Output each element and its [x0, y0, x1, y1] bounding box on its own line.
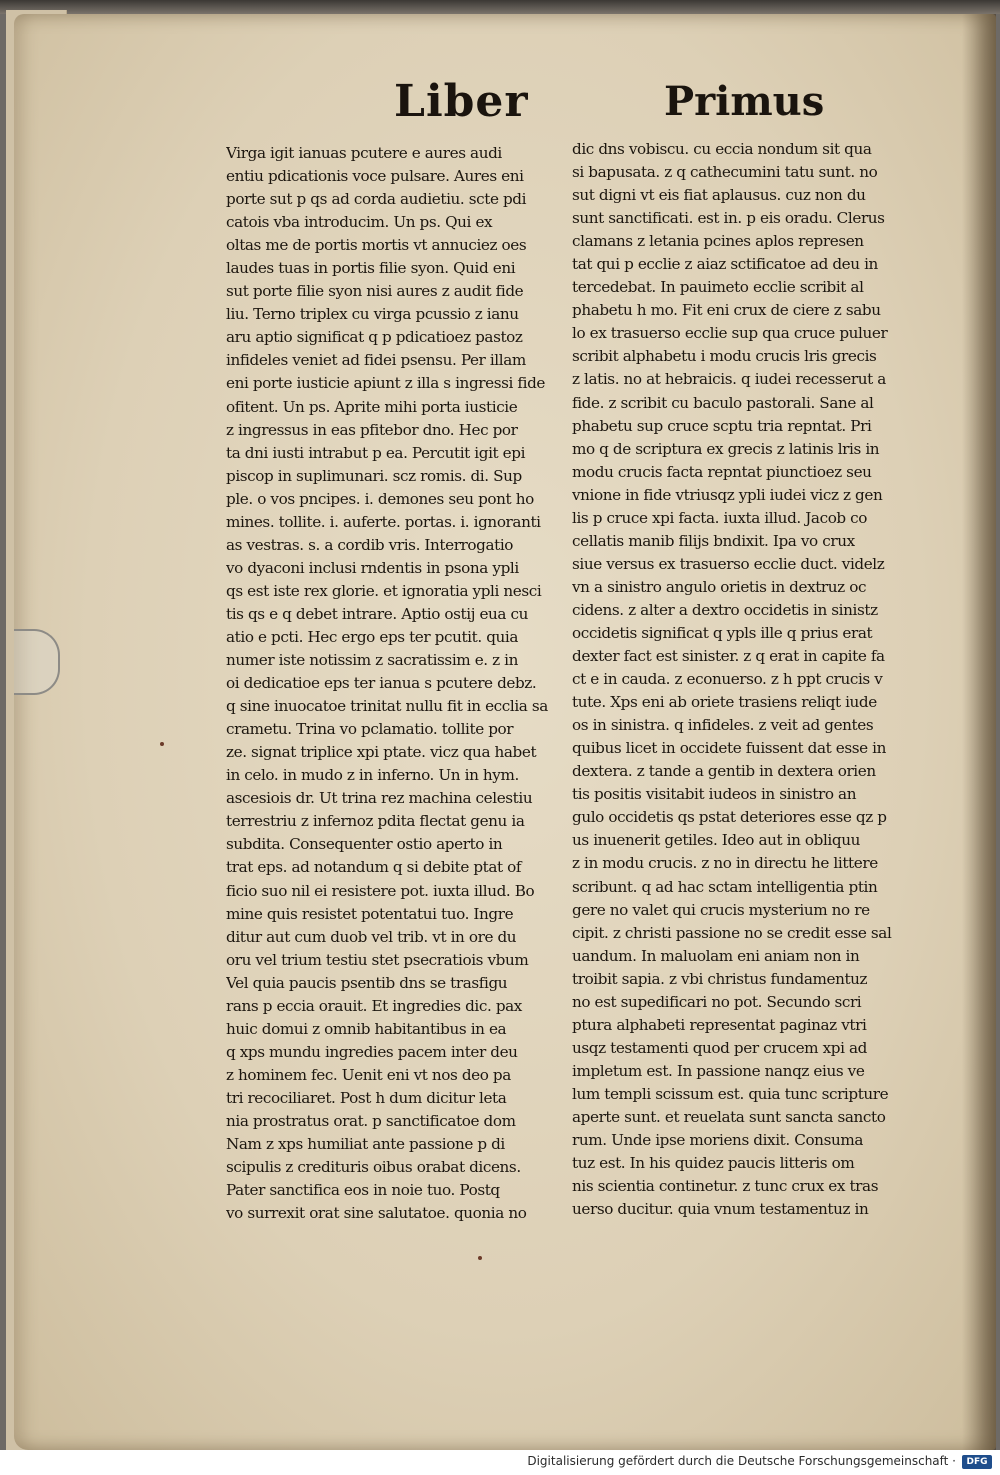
text-line: cellatis manib filijs bndixit. Ipa vo crux: [572, 531, 855, 550]
digitization-footer: [0, 1450, 1000, 1475]
text-line: tat qui p ecclie z aiaz sctificatoe ad deu in: [572, 255, 878, 274]
text-line: tute. Xps eni ab oriete trasiens reliqt iude: [572, 693, 877, 712]
text-line: gulo occidetis qs pstat deteriores esse qz p: [572, 808, 887, 827]
text-line: atio e pcti. Hec ergo eps ter pcutit. quia: [226, 627, 519, 646]
text-line: q xps mundu ingredies pacem inter deu: [226, 1042, 518, 1061]
text-line: lis p cruce xpi facta. iuxta illud. Jacob co: [572, 508, 868, 527]
dfg-logo: DFG: [962, 1455, 992, 1469]
page-clip: [14, 629, 60, 695]
text-line: z hominem fec. Uenit eni vt nos deo pa: [226, 1065, 511, 1084]
text-line: nis scientia continetur. z tunc crux ex tras: [572, 1177, 879, 1196]
text-line: cidens. z alter a dextro occidetis in sinistz: [572, 600, 878, 619]
text-line: oltas me de portis mortis vt annuciez oes: [226, 236, 527, 255]
text-line: sunt sanctificati. est in. p eis oradu. Clerus: [572, 209, 885, 228]
ink-spot: [160, 742, 164, 746]
text-line: eni porte iusticie apiunt z illa s ingressi fide: [226, 374, 545, 393]
text-line: ptura alphabeti representat paginaz vtri: [572, 1015, 867, 1034]
text-line: ple. o vos pncipes. i. demones seu pont ho: [226, 489, 534, 508]
text-line: lum templi scissum est. quia tunc scripture: [572, 1084, 889, 1103]
text-line: tercedebat. In pauimeto ecclie scribit al: [572, 278, 864, 297]
text-line: vo surrexit orat sine salutatoe. quonia no: [226, 1204, 527, 1223]
text-line: Virga igit ianuas pcutere e aures audi: [226, 144, 502, 162]
text-line: modu crucis facta repntat piunctioez seu: [572, 462, 872, 481]
text-line: qs est iste rex glorie. et ignoratia ypli nesci: [226, 581, 542, 600]
text-line: ze. signat triplice xpi ptate. vicz qua habet: [226, 743, 537, 762]
text-line: as vestras. s. a cordib vris. Interrogatio: [226, 535, 514, 554]
text-line: numer iste notissim z sacratissim e. z in: [226, 651, 519, 670]
text-line: troibit sapia. z vbi christus fundamentuz: [572, 969, 868, 988]
text-line: sut digni vt eis fiat aplausus. cuz non du: [572, 186, 866, 205]
text-line: usqz testamenti quod per crucem xpi ad: [572, 1038, 867, 1057]
text-line: Pater sanctifica eos in noie tuo. Postq: [226, 1181, 500, 1200]
text-line: ficio suo nil ei resistere pot. iuxta illud. Bo: [226, 881, 535, 900]
text-line: huic domui z omnib habitantibus in ea: [226, 1019, 507, 1038]
text-line: tis positis visitabit iudeos in sinistro an: [572, 785, 857, 804]
running-head-left: Liber: [394, 76, 529, 127]
text-line: ofitent. Un ps. Aprite mihi porta iusticie: [226, 397, 518, 416]
text-line: phabetu sup cruce scptu tria repntat. Pri: [572, 416, 872, 435]
text-line: vnione in fide vtriusqz ypli iudei vicz z gen: [572, 485, 883, 504]
text-line: trat eps. ad notandum q si debite ptat of: [226, 858, 522, 877]
text-line: tis qs e q debet intrare. Aptio ostij eua cu: [226, 604, 528, 623]
text-line: os in sinistra. q infideles. z veit ad gentes: [572, 716, 874, 735]
text-line: phabetu h mo. Fit eni crux de ciere z sabu: [572, 301, 881, 320]
text-line: scipulis z credituris oibus orabat dicens.: [226, 1158, 521, 1177]
text-line: q sine inuocatoe trinitat nullu fit in ecclia sa: [226, 697, 548, 716]
text-line: z in modu crucis. z no in directu he littere: [572, 854, 878, 873]
text-line: mo q de scriptura ex grecis z latinis lris in: [572, 439, 880, 458]
text-line: dic dns vobiscu. cu eccia nondum sit qua: [572, 140, 872, 158]
text-line: entiu pdicationis voce pulsare. Aures eni: [226, 167, 524, 186]
text-line: no est supedificari no pot. Secundo scri: [572, 992, 862, 1011]
text-line: scribit alphabetu i modu crucis lris grecis: [572, 347, 877, 366]
text-line: Nam z xps humiliat ante passione p di: [226, 1135, 505, 1154]
text-line: siue versus ex trasuerso ecclie duct. videlz: [572, 554, 885, 573]
text-line: quibus licet in occidete fuissent dat esse in: [572, 739, 887, 758]
text-line: nia prostratus orat. p sanctificatoe dom: [226, 1111, 516, 1130]
text-line: lo ex trasuerso ecclie sup qua cruce puluer: [572, 324, 888, 343]
text-line: occidetis significat q ypls ille q prius erat: [572, 623, 873, 642]
text-line: rum. Unde ipse moriens dixit. Consuma: [572, 1131, 863, 1150]
text-line: ascesiois dr. Ut trina rez machina celestiu: [226, 789, 533, 808]
text-line: aperte sunt. et reuelata sunt sancta sancto: [572, 1107, 886, 1126]
text-line: crametu. Trina vo pclamatio. tollite por: [226, 720, 514, 739]
text-line: dextera. z tande a gentib in dextera orien: [572, 762, 876, 781]
text-line: cipit. z christi passione no se credit esse sal: [572, 923, 892, 942]
text-line: in celo. in mudo z in inferno. Un in hym.: [226, 766, 519, 785]
text-line: subdita. Consequenter ostio aperto in: [226, 835, 503, 854]
footer-credit: Digitalisierung gefördert durch die Deutsche Forschungsgemeinschaft ·: [527, 1454, 956, 1468]
text-line: fide. z scribit cu baculo pastorali. Sane al: [572, 393, 874, 412]
text-line: porte sut p qs ad corda audietiu. scte pdi: [226, 190, 527, 209]
text-line: piscop in suplimunari. scz romis. di. Sup: [226, 466, 522, 485]
text-line: oi dedicatioe eps ter ianua s pcutere debz.: [226, 674, 537, 693]
right-text-column: [572, 138, 912, 1221]
text-line: mines. tollite. i. auferte. portas. i. ignoranti: [226, 512, 541, 531]
text-line: Vel quia paucis psentib dns se trasfigu: [226, 973, 508, 992]
text-line: catois vba introducim. Un ps. Qui ex: [226, 213, 493, 232]
text-line: clamans z letania pcines aplos represen: [572, 232, 864, 251]
text-line: terrestriu z infernoz pdita flectat genu ia: [226, 812, 525, 831]
page-gutter: [962, 14, 996, 1450]
text-line: sut porte filie syon nisi aures z audit fide: [226, 282, 524, 301]
text-line: scribunt. q ad hac sctam intelligentia ptin: [572, 877, 878, 896]
text-line: si bapusata. z q cathecumini tatu sunt. no: [572, 163, 878, 182]
text-line: dexter fact est sinister. z q erat in capite fa: [572, 647, 885, 666]
ink-spot: [478, 1256, 482, 1260]
running-head: [14, 76, 996, 136]
text-line: impletum est. In passione nanqz eius ve: [572, 1061, 865, 1080]
text-line: tuz est. In his quidez paucis litteris om: [572, 1154, 855, 1173]
text-line: z ingressus in eas pfitebor dno. Hec por: [226, 420, 518, 439]
text-line: ditur aut cum duob vel trib. vt in ore du: [226, 927, 517, 946]
text-line: mine quis resistet potentatui tuo. Ingre: [226, 904, 514, 923]
text-line: oru vel trium testiu stet psecratiois vbum: [226, 950, 529, 969]
running-head-right: Primus: [664, 78, 825, 125]
text-line: us inuenerit getiles. Ideo aut in obliquu: [572, 831, 860, 850]
text-line: liu. Terno triplex cu virga pcussio z ianu: [226, 305, 519, 324]
text-line: gere no valet qui crucis mysterium no re: [572, 900, 870, 919]
text-line: aru aptio significat q p pdicatioez pastoz: [226, 328, 523, 347]
text-line: uandum. In maluolam eni aniam non in: [572, 946, 860, 965]
text-line: z latis. no at hebraicis. q iudei recesserut a: [572, 370, 886, 389]
text-line: vo dyaconi inclusi rndentis in psona ypli: [226, 558, 519, 577]
book-page: [14, 14, 996, 1450]
text-line: vn a sinistro angulo orietis in dextruz oc: [572, 577, 867, 596]
text-line: ct e in cauda. z econuerso. z h ppt crucis v: [572, 670, 883, 689]
text-line: uerso ducitur. quia vnum testamentuz in: [572, 1200, 869, 1219]
left-text-column: [226, 142, 556, 1225]
text-line: rans p eccia orauit. Et ingredies dic. pax: [226, 996, 522, 1015]
scan-border: [0, 0, 1000, 14]
text-line: infideles veniet ad fidei psensu. Per illam: [226, 351, 526, 370]
text-line: tri recociliaret. Post h dum dicitur leta: [226, 1088, 507, 1107]
text-line: ta dni iusti intrabut p ea. Percutit igit epi: [226, 443, 526, 462]
text-line: laudes tuas in portis filie syon. Quid eni: [226, 259, 516, 278]
